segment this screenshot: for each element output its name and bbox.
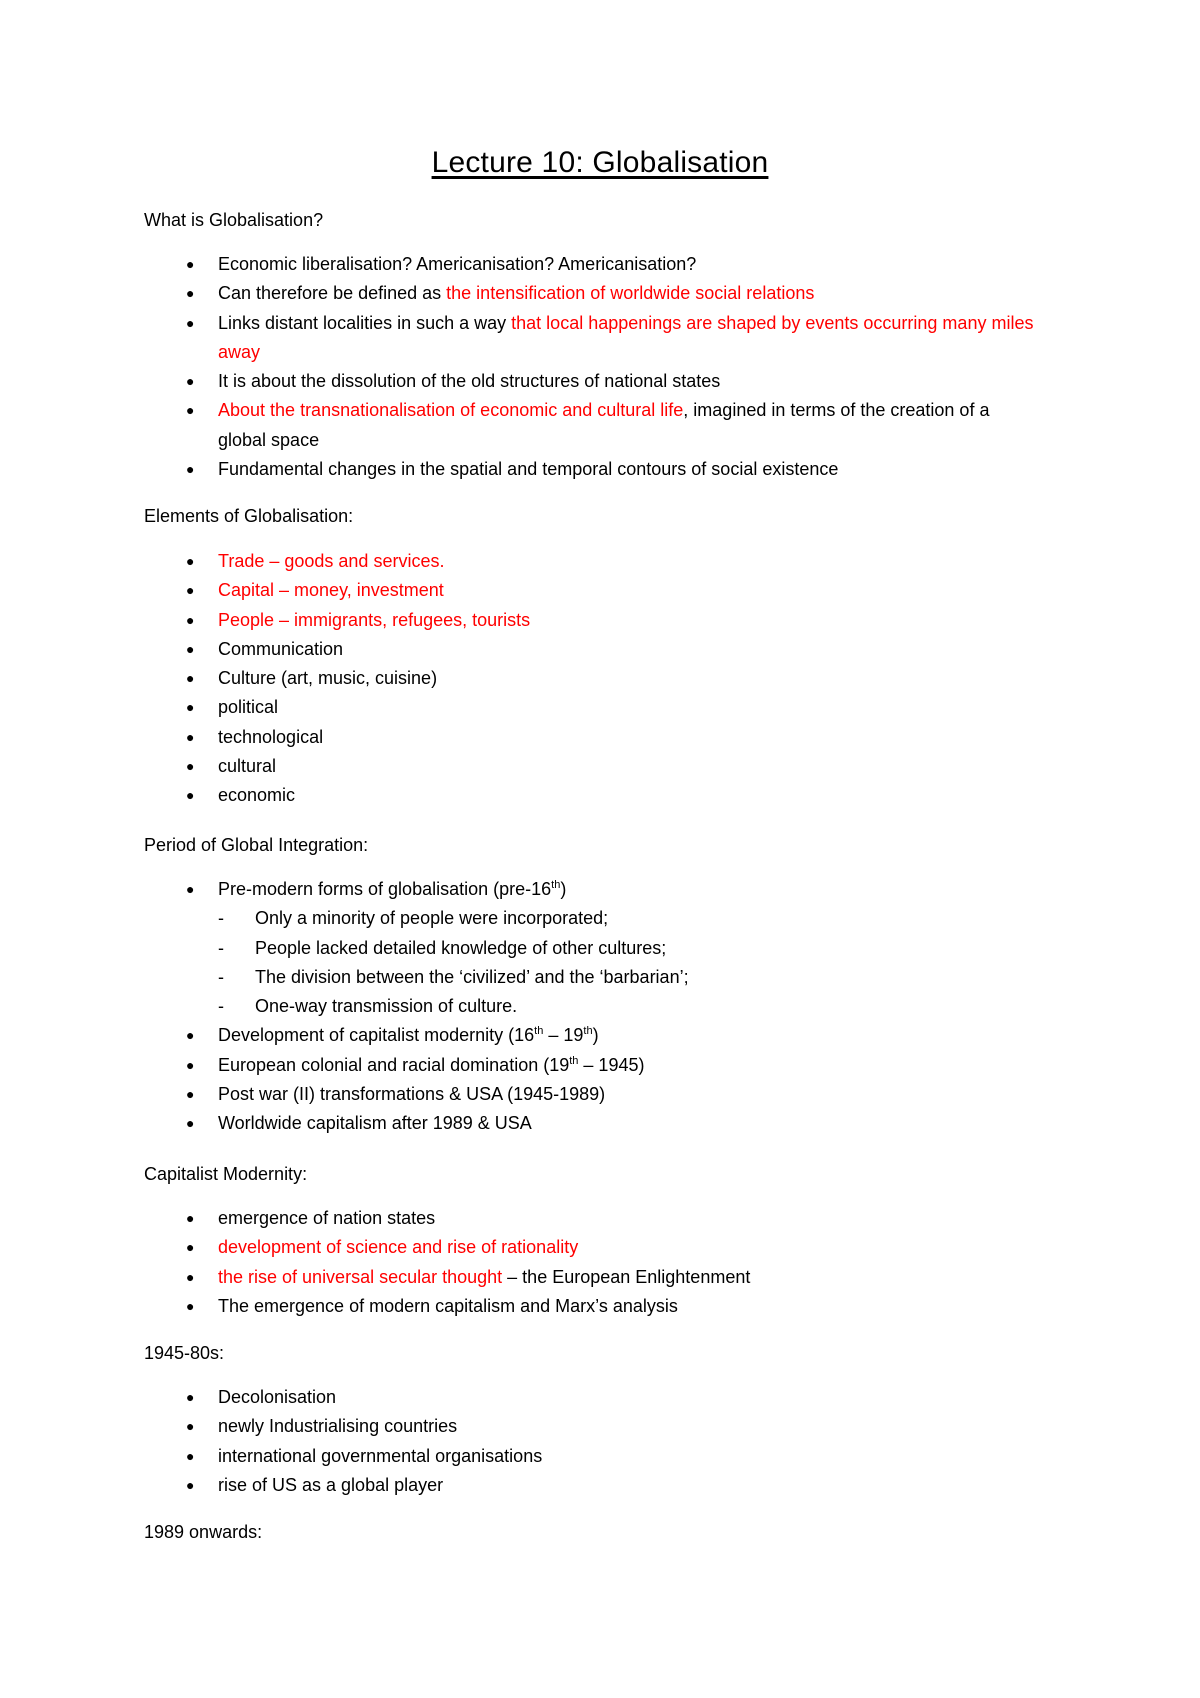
item-text: cultural xyxy=(218,756,277,777)
superscript-text: th xyxy=(551,879,561,891)
list-item xyxy=(0,1109,1038,1138)
list-item xyxy=(0,1204,1038,1233)
item-text: emergence of nation states xyxy=(218,1208,436,1228)
bullet-marker: ● xyxy=(186,787,195,804)
dash-marker: - xyxy=(218,966,224,987)
bullet-marker: ● xyxy=(186,699,195,716)
list-item xyxy=(0,875,1038,904)
list-item xyxy=(0,367,1038,396)
bullet-marker: ● xyxy=(186,1239,195,1256)
section-heading: Elements of Globalisation: xyxy=(144,506,354,526)
item-text: economic xyxy=(218,785,296,806)
dash-marker: - xyxy=(218,996,224,1017)
list-item xyxy=(0,1263,1038,1292)
bullet-marker: ● xyxy=(186,582,195,599)
sub-list-item xyxy=(0,992,1038,1021)
list-item xyxy=(0,1442,1038,1471)
list-item xyxy=(0,396,1038,455)
item-text: Only a minority of people were incorporated; xyxy=(255,908,609,929)
bullet-list xyxy=(0,547,1038,811)
item-text: international governmental organisations xyxy=(218,1445,543,1466)
bullet-marker: ● xyxy=(186,1027,195,1044)
list-item xyxy=(0,1080,1038,1109)
list-item xyxy=(0,309,1038,368)
item-text: technological xyxy=(218,726,324,747)
list-item xyxy=(0,1021,1038,1050)
list-item xyxy=(0,752,1038,781)
bullet-marker: ● xyxy=(186,1476,195,1493)
bullet-marker: ● xyxy=(186,285,195,302)
item-text: The division between the ‘civilized’ and the ‘barbarian’; xyxy=(255,966,689,987)
bullet-marker: ● xyxy=(186,1389,195,1405)
highlighted-text: Trade – goods and services. xyxy=(218,551,445,571)
sub-list-item xyxy=(0,963,1038,992)
bullet-marker: ● xyxy=(186,1418,195,1435)
highlighted-text: that local happenings are shaped by events occurring many miles away xyxy=(218,312,1034,362)
list-item xyxy=(0,1471,1038,1500)
bullet-marker: ● xyxy=(186,1086,195,1103)
section-heading: What is Globalisation? xyxy=(144,210,324,230)
item-text: Development of capitalist modernity (16 xyxy=(218,1025,535,1046)
item-text: Post war (II) transformations & USA (1945-1989) xyxy=(218,1084,606,1105)
item-text: Pre-modern forms of globalisation (pre-16 xyxy=(218,879,552,899)
highlighted-text: the intensification of worldwide social relations xyxy=(446,283,815,304)
item-text: – 19 xyxy=(543,1025,584,1046)
highlighted-text: People – immigrants, refugees, tourists xyxy=(218,609,531,630)
item-text: Decolonisation xyxy=(218,1387,337,1407)
item-text: Links distant localities in such a way xyxy=(218,312,512,333)
item-text: , imagined in terms of the creation of a global space xyxy=(218,400,990,450)
list-item xyxy=(0,781,1038,810)
item-text: Worldwide capitalism after 1989 & USA xyxy=(218,1113,532,1134)
bullet-marker: ● xyxy=(186,1268,195,1285)
list-item xyxy=(0,250,1038,279)
list-item xyxy=(0,1383,1038,1412)
bullet-marker: ● xyxy=(186,881,195,897)
item-text: People lacked detailed knowledge of other cultures; xyxy=(255,937,667,958)
highlighted-text: Capital – money, investment xyxy=(218,580,444,601)
item-text: Culture (art, music, cuisine) xyxy=(218,668,438,689)
item-text: political xyxy=(218,697,279,718)
list-item xyxy=(0,664,1038,693)
bullet-marker: ● xyxy=(186,553,195,569)
list-item xyxy=(0,606,1038,635)
list-item xyxy=(0,547,1038,576)
highlighted-text: About the transnationalisation of economic and cultural life xyxy=(218,400,684,421)
superscript-text: th xyxy=(569,1054,579,1067)
dash-marker: - xyxy=(218,937,224,958)
page-title: Lecture 10: Globalisation xyxy=(431,146,769,179)
bullet-marker: ● xyxy=(186,758,195,775)
item-text: Economic liberalisation? Americanisation? Americanisation? xyxy=(218,254,697,274)
bullet-marker: ● xyxy=(186,256,195,272)
item-text: Communication xyxy=(218,638,344,659)
item-text: The emergence of modern capitalism and Marx’s analysis xyxy=(218,1295,678,1316)
list-item xyxy=(0,1233,1038,1262)
bullet-marker: ● xyxy=(186,670,195,687)
bullet-marker: ● xyxy=(186,611,195,628)
list-item xyxy=(0,635,1038,664)
bullet-marker: ● xyxy=(186,640,195,657)
bullet-list xyxy=(0,1383,1038,1500)
item-text: Can therefore be defined as xyxy=(218,283,447,304)
superscript-text: th xyxy=(534,1025,544,1038)
bullet-marker: ● xyxy=(186,1210,195,1226)
sub-list-item xyxy=(0,904,1038,933)
highlighted-text: development of science and rise of rationality xyxy=(218,1237,579,1258)
bullet-list xyxy=(0,250,1038,484)
item-text: rise of US as a global player xyxy=(218,1474,444,1495)
section-heading: Capitalist Modernity: xyxy=(144,1164,308,1184)
bullet-marker: ● xyxy=(186,1056,195,1073)
bullet-marker: ● xyxy=(186,1447,195,1464)
list-item xyxy=(0,279,1038,308)
bullet-marker: ● xyxy=(186,728,195,745)
item-text: European colonial and racial domination (19 xyxy=(218,1054,570,1075)
list-item xyxy=(0,723,1038,752)
item-text: – the European Enlightenment xyxy=(502,1266,751,1287)
section-heading: Period of Global Integration: xyxy=(144,835,369,855)
superscript-text: th xyxy=(583,1025,593,1038)
item-text: One-way transmission of culture. xyxy=(255,996,518,1017)
item-text: – 1945) xyxy=(578,1054,645,1075)
bullet-list xyxy=(0,1204,1038,1321)
bullet-marker: ● xyxy=(186,314,195,331)
section-heading: 1945-80s: xyxy=(144,1343,225,1363)
list-item xyxy=(0,1292,1038,1321)
item-text: Fundamental changes in the spatial and temporal contours of social existence xyxy=(218,459,839,480)
item-text: ) xyxy=(560,879,567,899)
list-item xyxy=(0,455,1038,484)
dash-marker: - xyxy=(218,908,224,929)
bullet-marker: ● xyxy=(186,402,195,419)
item-text: It is about the dissolution of the old structures of national states xyxy=(218,371,721,392)
item-text: ) xyxy=(592,1025,599,1046)
list-item xyxy=(0,693,1038,722)
bullet-marker: ● xyxy=(186,461,195,478)
item-text: newly Industrialising countries xyxy=(218,1416,458,1437)
bullet-marker: ● xyxy=(186,373,195,390)
list-item xyxy=(0,1051,1038,1080)
section-heading: 1989 onwards: xyxy=(144,1522,263,1542)
bullet-marker: ● xyxy=(186,1297,195,1314)
list-item xyxy=(0,576,1038,605)
highlighted-text: the rise of universal secular thought xyxy=(218,1266,503,1287)
bullet-list xyxy=(0,875,1038,1139)
bullet-marker: ● xyxy=(186,1115,195,1132)
sub-list-item xyxy=(0,934,1038,963)
list-item xyxy=(0,1412,1038,1441)
